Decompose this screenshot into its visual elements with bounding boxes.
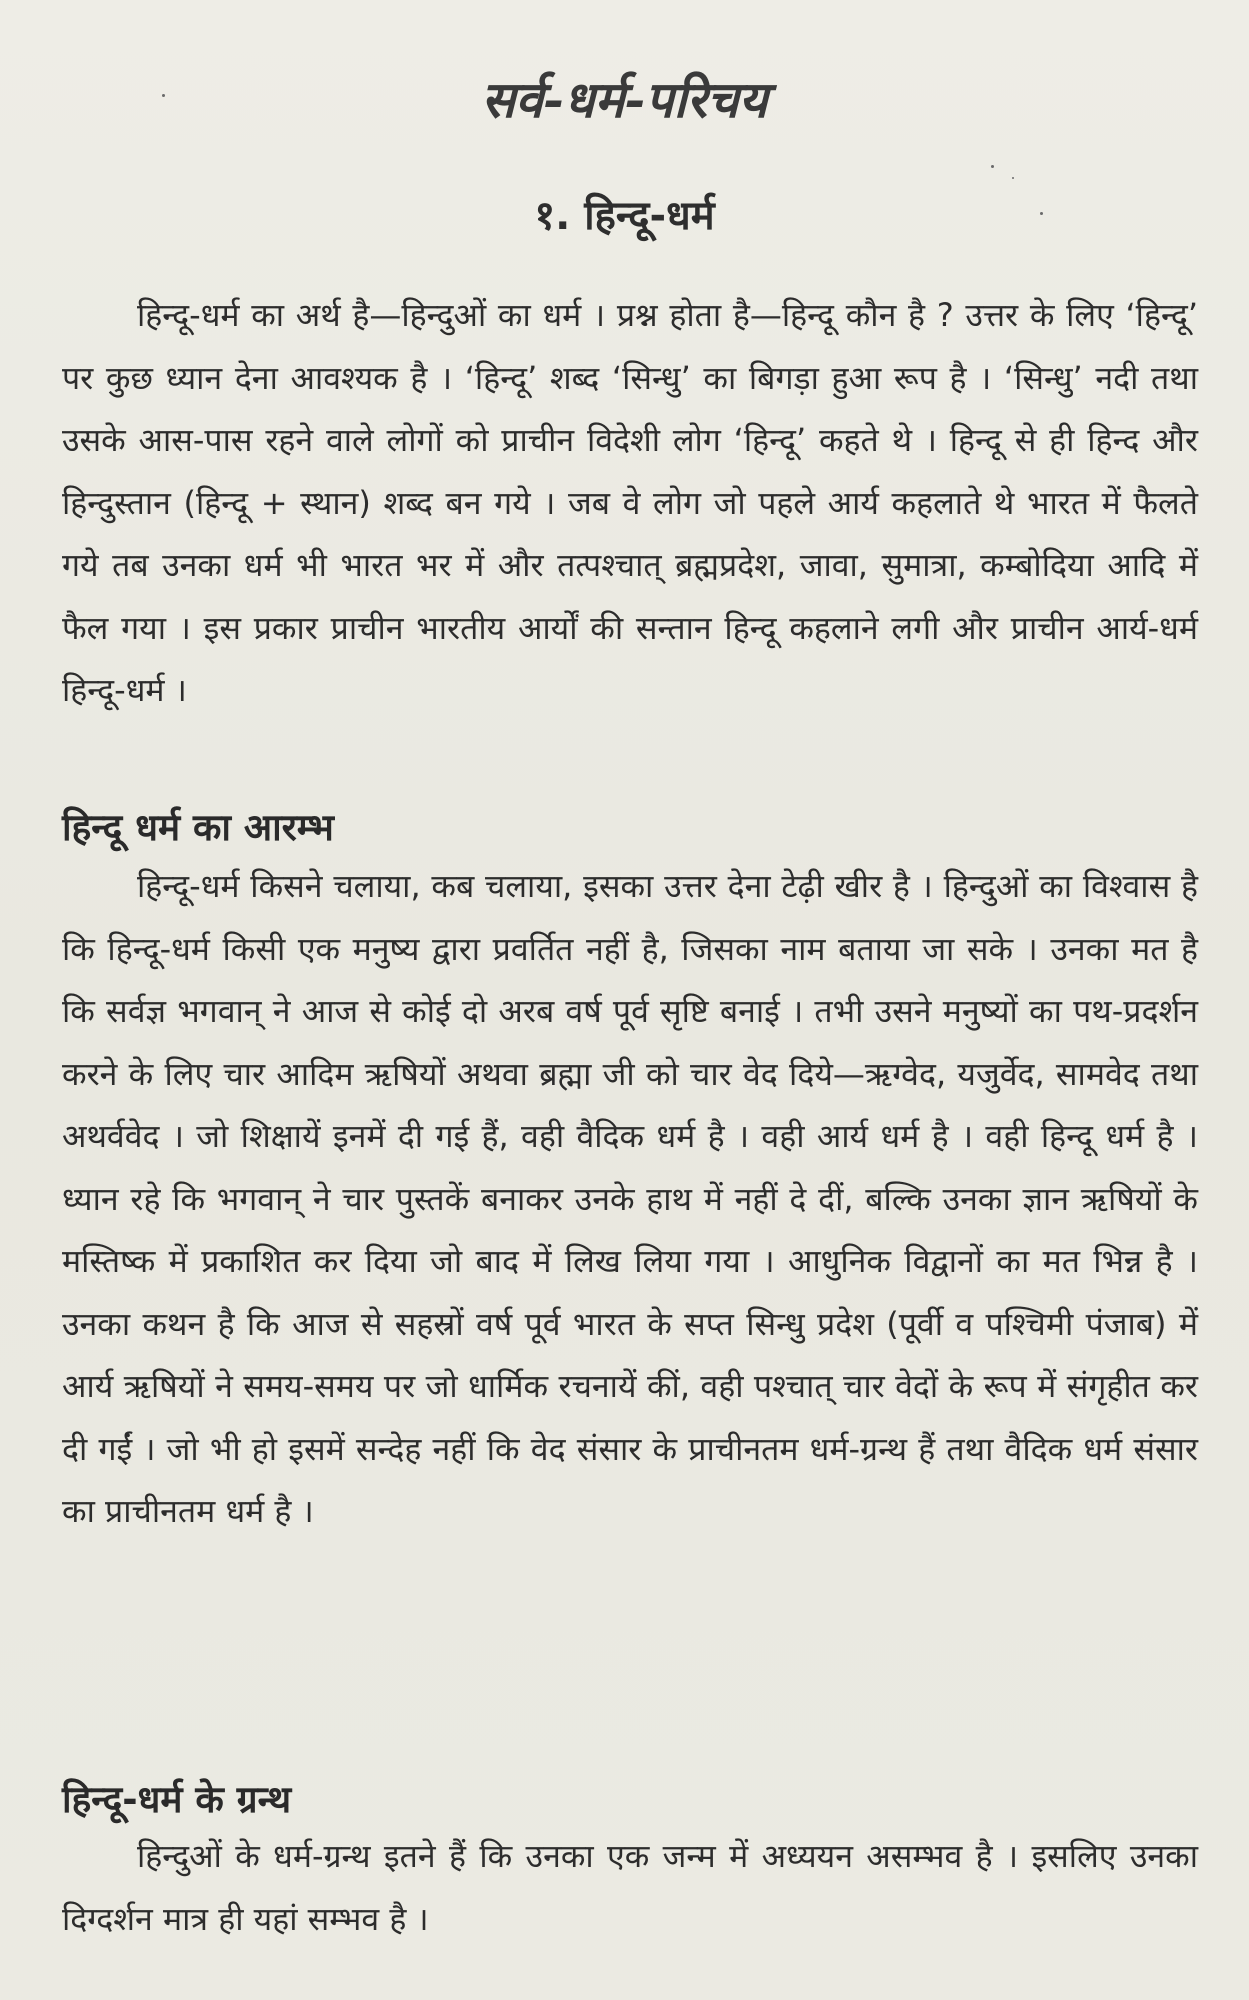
section-heading-origin: हिन्दू धर्म का आरम्भ xyxy=(62,806,334,849)
intro-paragraph: हिन्दू-धर्म का अर्थ है—हिन्दुओं का धर्म । प्रश्न होता है—हिन्दू कौन है ? उत्तर के लिए ‘हिन्दू’ पर कुछ ध्यान देना आवश्यक है । ‘हिन्दू’ शब्द ‘सिन्धु’ का बिगड़ा हुआ रूप है । ‘सिन्धु’ नदी तथा उसके आस-पास रहने वाले लोगों को प्राचीन विदेशी लोग ‘हिन्दू’ कहते थे । हिन्दू से ही हिन्द और हिन्दुस्तान (हिन्दू + स्थान) शब्द बन गये । जब वे लोग जो पहले आर्य कहलाते थे भारत में फैलते गये तब उनका धर्म भी भारत भर में और तत्पश्चात् ब्रह्मप्रदेश, जावा, सुमात्रा, कम्बोदिया आदि में फैल गया । इस प्रकार प्राचीन भारतीय आर्यों की सन्तान हिन्दू कहलाने लगी और प्राचीन आर्य-धर्म हिन्दू-धर्म । xyxy=(62,296,1198,709)
origin-paragraph: हिन्दू-धर्म किसने चलाया, कब चलाया, इसका उत्तर देना टेढ़ी खीर है । हिन्दुओं का विश्वास है कि हिन्दू-धर्म किसी एक मनुष्य द्वारा प्रवर्तित नहीं है, जिसका नाम बताया जा सके । उनका मत है कि सर्वज्ञ भगवान् ने आज से कोई दो अरब वर्ष पूर्व सृष्टि बनाई । तभी उसने मनुष्यों का पथ-प्रदर्शन करने के लिए चार आदिम ऋषियों अथवा ब्रह्मा जी को चार वेद दिये—ऋग्वेद, यजुर्वेद, सामवेद तथा अथर्ववेद । जो शिक्षायें इनमें दी गई हैं, वही वैदिक धर्म है । वही आर्य धर्म है । वही हिन्दू धर्म है । ध्यान रहे कि भगवान् ने चार पुस्तकें बनाकर उनके हाथ में नहीं दे दीं, बल्कि उनका ज्ञान ऋषियों के मस्तिष्क में प्रकाशित कर दिया जो बाद में लिख लिया गया । आधुनिक विद्वानों का मत भिन्न है । उनका कथन है कि आज से सहस्रों वर्ष पूर्व भारत के सप्त सिन्धु प्रदेश (पूर्वी व पश्चिमी पंजाब) में आर्य ऋषियों ने समय-समय पर जो धार्मिक रचनायें कीं, वही पश्चात् चार वेदों के रूप में संगृहीत कर दी गईं । जो भी हो इसमें सन्देह नहीं कि वेद संसार के प्राचीनतम धर्म-ग्रन्थ हैं तथा वैदिक धर्म संसार का प्राचीनतम धर्म है । xyxy=(62,867,1198,1530)
chapter-title: १. हिन्दू-धर्म xyxy=(534,193,715,239)
book-title: सर्व-धर्म-परिचय xyxy=(481,70,768,129)
section-heading-scriptures: हिन्दू-धर्म के ग्रन्थ xyxy=(62,1778,292,1821)
ink-speck xyxy=(1012,177,1014,179)
ink-speck xyxy=(991,165,994,168)
scriptures-paragraph: हिन्दुओं के धर्म-ग्रन्थ इतने हैं कि उनका एक जन्म में अध्ययन असम्भव है । इसलिए उनका दिग्दर्शन मात्र ही यहां सम्भव है । xyxy=(62,1837,1198,1938)
